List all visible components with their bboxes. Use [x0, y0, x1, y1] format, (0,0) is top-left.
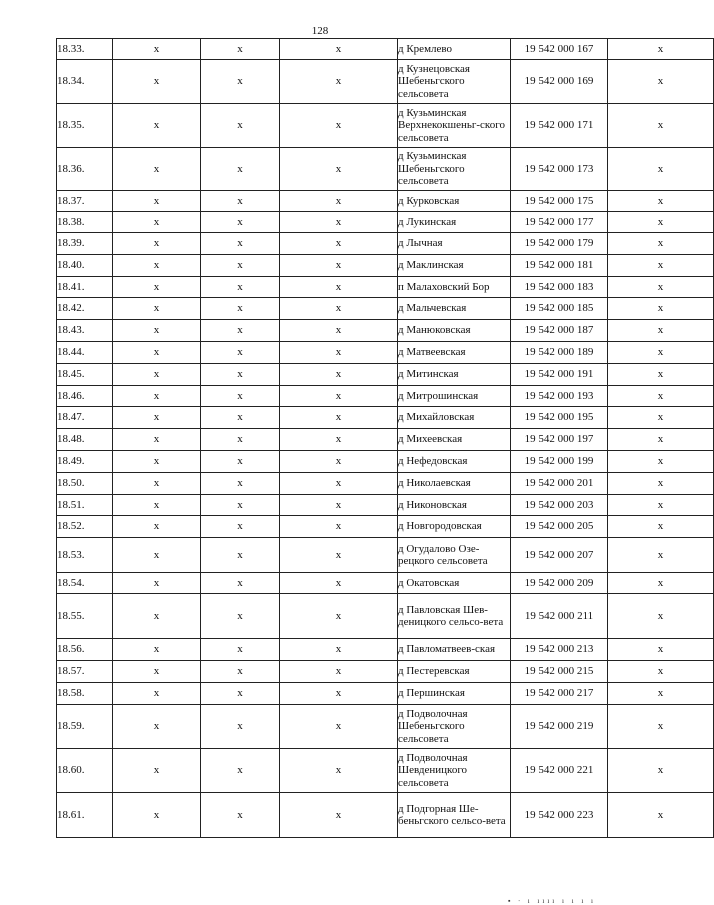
cell-x: x	[113, 594, 201, 639]
cell-x: x	[608, 705, 714, 749]
oktmo-code: 19 542 000 167	[511, 39, 608, 60]
table-row	[57, 386, 714, 407]
cell-x: x	[608, 429, 714, 451]
table-row	[57, 661, 714, 683]
cell-x: x	[280, 573, 398, 594]
table-row	[57, 39, 714, 60]
settlement-name: д Подгорная Ше-беньгского сельсо-вета	[398, 793, 511, 838]
cell-x: x	[280, 705, 398, 749]
settlement-name: д Першинская	[398, 683, 511, 705]
table-row	[57, 451, 714, 473]
settlement-name: д Николаевская	[398, 473, 511, 495]
row-number: 18.33.	[57, 39, 113, 60]
cell-x: x	[280, 104, 398, 148]
settlement-name: д Кремлево	[398, 39, 511, 60]
cell-x: x	[201, 473, 280, 495]
cell-x: x	[113, 573, 201, 594]
table-row	[57, 212, 714, 233]
cell-x: x	[113, 538, 201, 573]
settlement-name: д Михайловская	[398, 407, 511, 429]
cell-x: x	[608, 793, 714, 838]
row-number: 18.60.	[57, 749, 113, 793]
cell-x: x	[280, 749, 398, 793]
oktmo-code: 19 542 000 203	[511, 495, 608, 516]
table-row	[57, 233, 714, 255]
cell-x: x	[201, 104, 280, 148]
cell-x: x	[201, 298, 280, 320]
cell-x: x	[608, 342, 714, 364]
settlement-name: д Кузьминская Шебеньгского сельсовета	[398, 148, 511, 191]
cell-x: x	[113, 39, 201, 60]
cell-x: x	[280, 60, 398, 104]
row-number: 18.53.	[57, 538, 113, 573]
row-number: 18.51.	[57, 495, 113, 516]
settlement-name: д Кузнецовская Шебеньгского сельсовета	[398, 60, 511, 104]
cell-x: x	[201, 320, 280, 342]
cell-x: x	[113, 495, 201, 516]
cell-x: x	[113, 451, 201, 473]
cell-x: x	[113, 212, 201, 233]
settlement-name: д Манюковская	[398, 320, 511, 342]
table-row	[57, 683, 714, 705]
table-row	[57, 104, 714, 148]
table-row	[57, 573, 714, 594]
row-number: 18.38.	[57, 212, 113, 233]
settlement-name: д Лычная	[398, 233, 511, 255]
cell-x: x	[608, 148, 714, 191]
settlement-name: д Подволочная Шевденицкого сельсовета	[398, 749, 511, 793]
cell-x: x	[113, 639, 201, 661]
cell-x: x	[113, 386, 201, 407]
cell-x: x	[201, 429, 280, 451]
oktmo-code: 19 542 000 199	[511, 451, 608, 473]
cell-x: x	[280, 451, 398, 473]
row-number: 18.52.	[57, 516, 113, 538]
oktmo-code: 19 542 000 213	[511, 639, 608, 661]
row-number: 18.49.	[57, 451, 113, 473]
settlement-name: д Никоновская	[398, 495, 511, 516]
table-row	[57, 342, 714, 364]
cell-x: x	[608, 683, 714, 705]
cell-x: x	[113, 233, 201, 255]
cell-x: x	[280, 298, 398, 320]
cell-x: x	[280, 473, 398, 495]
cell-x: x	[201, 255, 280, 277]
cell-x: x	[201, 277, 280, 298]
cell-x: x	[201, 451, 280, 473]
cell-x: x	[113, 473, 201, 495]
settlement-name: д Михеевская	[398, 429, 511, 451]
oktmo-code: 19 542 000 189	[511, 342, 608, 364]
row-number: 18.61.	[57, 793, 113, 838]
row-number: 18.54.	[57, 573, 113, 594]
cell-x: x	[280, 516, 398, 538]
table-row	[57, 364, 714, 386]
cell-x: x	[280, 661, 398, 683]
cell-x: x	[113, 705, 201, 749]
oktmo-code: 19 542 000 223	[511, 793, 608, 838]
cell-x: x	[280, 255, 398, 277]
row-number: 18.57.	[57, 661, 113, 683]
cell-x: x	[201, 39, 280, 60]
table-row	[57, 429, 714, 451]
row-number: 18.58.	[57, 683, 113, 705]
cell-x: x	[280, 386, 398, 407]
row-number: 18.56.	[57, 639, 113, 661]
scan-marks: ▪ ∙ ı ıııı ı ı ı ı	[508, 897, 596, 905]
page-number: 128	[311, 25, 329, 37]
cell-x: x	[608, 386, 714, 407]
cell-x: x	[113, 104, 201, 148]
row-number: 18.55.	[57, 594, 113, 639]
settlement-name: д Подволочная Шебеньгского сельсовета	[398, 705, 511, 749]
cell-x: x	[280, 594, 398, 639]
cell-x: x	[201, 661, 280, 683]
oktmo-code: 19 542 000 191	[511, 364, 608, 386]
cell-x: x	[113, 148, 201, 191]
cell-x: x	[201, 639, 280, 661]
cell-x: x	[113, 298, 201, 320]
cell-x: x	[113, 661, 201, 683]
settlement-name: д Огудалово Озе-рецкого сельсовета	[398, 538, 511, 573]
oktmo-code: 19 542 000 183	[511, 277, 608, 298]
settlement-name: д Павловская Шев-деницкого сельсо-вета	[398, 594, 511, 639]
settlement-name: д Кузьминская Верхнекокшеньг-ского сельсовета	[398, 104, 511, 148]
cell-x: x	[608, 104, 714, 148]
settlement-name: д Нефедовская	[398, 451, 511, 473]
oktmo-code: 19 542 000 185	[511, 298, 608, 320]
cell-x: x	[280, 39, 398, 60]
oktmo-code: 19 542 000 175	[511, 191, 608, 212]
settlement-name: д Пестеревская	[398, 661, 511, 683]
table-row	[57, 495, 714, 516]
cell-x: x	[113, 793, 201, 838]
cell-x: x	[201, 148, 280, 191]
cell-x: x	[608, 233, 714, 255]
cell-x: x	[201, 594, 280, 639]
cell-x: x	[201, 233, 280, 255]
cell-x: x	[201, 364, 280, 386]
cell-x: x	[113, 191, 201, 212]
row-number: 18.35.	[57, 104, 113, 148]
cell-x: x	[201, 516, 280, 538]
cell-x: x	[608, 538, 714, 573]
cell-x: x	[201, 793, 280, 838]
table-row	[57, 516, 714, 538]
table-row	[57, 320, 714, 342]
oktmo-code: 19 542 000 211	[511, 594, 608, 639]
row-number: 18.37.	[57, 191, 113, 212]
row-number: 18.43.	[57, 320, 113, 342]
cell-x: x	[280, 683, 398, 705]
cell-x: x	[608, 298, 714, 320]
cell-x: x	[113, 683, 201, 705]
cell-x: x	[201, 407, 280, 429]
table-row	[57, 639, 714, 661]
cell-x: x	[280, 364, 398, 386]
cell-x: x	[608, 255, 714, 277]
cell-x: x	[113, 255, 201, 277]
cell-x: x	[201, 705, 280, 749]
settlements-table	[56, 38, 714, 838]
row-number: 18.34.	[57, 60, 113, 104]
cell-x: x	[113, 407, 201, 429]
oktmo-code: 19 542 000 177	[511, 212, 608, 233]
cell-x: x	[608, 451, 714, 473]
table-row	[57, 60, 714, 104]
cell-x: x	[608, 495, 714, 516]
cell-x: x	[201, 495, 280, 516]
cell-x: x	[608, 39, 714, 60]
row-number: 18.40.	[57, 255, 113, 277]
cell-x: x	[113, 364, 201, 386]
oktmo-code: 19 542 000 205	[511, 516, 608, 538]
cell-x: x	[280, 233, 398, 255]
table-row	[57, 594, 714, 639]
settlement-name: д Новгородовская	[398, 516, 511, 538]
cell-x: x	[113, 342, 201, 364]
cell-x: x	[201, 386, 280, 407]
cell-x: x	[608, 516, 714, 538]
cell-x: x	[201, 60, 280, 104]
table-row	[57, 277, 714, 298]
settlement-name: д Маклинская	[398, 255, 511, 277]
cell-x: x	[608, 407, 714, 429]
table-row	[57, 148, 714, 191]
cell-x: x	[608, 573, 714, 594]
cell-x: x	[608, 277, 714, 298]
oktmo-code: 19 542 000 221	[511, 749, 608, 793]
oktmo-code: 19 542 000 187	[511, 320, 608, 342]
cell-x: x	[280, 148, 398, 191]
oktmo-code: 19 542 000 179	[511, 233, 608, 255]
settlement-name: д Курковская	[398, 191, 511, 212]
cell-x: x	[608, 320, 714, 342]
row-number: 18.50.	[57, 473, 113, 495]
cell-x: x	[608, 191, 714, 212]
cell-x: x	[113, 429, 201, 451]
oktmo-code: 19 542 000 181	[511, 255, 608, 277]
settlement-name: д Окатовская	[398, 573, 511, 594]
oktmo-code: 19 542 000 173	[511, 148, 608, 191]
oktmo-code: 19 542 000 195	[511, 407, 608, 429]
cell-x: x	[201, 212, 280, 233]
oktmo-code: 19 542 000 209	[511, 573, 608, 594]
settlement-name: п Малаховский Бор	[398, 277, 511, 298]
cell-x: x	[608, 639, 714, 661]
settlement-name: д Митинская	[398, 364, 511, 386]
table-row	[57, 298, 714, 320]
row-number: 18.42.	[57, 298, 113, 320]
cell-x: x	[280, 191, 398, 212]
settlement-name: д Матвеевская	[398, 342, 511, 364]
oktmo-code: 19 542 000 219	[511, 705, 608, 749]
cell-x: x	[113, 60, 201, 104]
settlement-name: д Мальчевская	[398, 298, 511, 320]
cell-x: x	[201, 538, 280, 573]
oktmo-code: 19 542 000 193	[511, 386, 608, 407]
cell-x: x	[201, 573, 280, 594]
oktmo-code: 19 542 000 217	[511, 683, 608, 705]
cell-x: x	[280, 429, 398, 451]
cell-x: x	[280, 495, 398, 516]
cell-x: x	[280, 793, 398, 838]
row-number: 18.41.	[57, 277, 113, 298]
cell-x: x	[280, 342, 398, 364]
cell-x: x	[280, 212, 398, 233]
table-row	[57, 255, 714, 277]
oktmo-code: 19 542 000 171	[511, 104, 608, 148]
settlement-name: д Лукинская	[398, 212, 511, 233]
cell-x: x	[608, 364, 714, 386]
oktmo-code: 19 542 000 197	[511, 429, 608, 451]
cell-x: x	[280, 407, 398, 429]
table-row	[57, 191, 714, 212]
cell-x: x	[608, 212, 714, 233]
table-row	[57, 749, 714, 793]
cell-x: x	[201, 749, 280, 793]
oktmo-code: 19 542 000 201	[511, 473, 608, 495]
table-row	[57, 793, 714, 838]
row-number: 18.45.	[57, 364, 113, 386]
oktmo-code: 19 542 000 169	[511, 60, 608, 104]
cell-x: x	[280, 277, 398, 298]
settlement-name: д Павломатвеев-ская	[398, 639, 511, 661]
cell-x: x	[608, 60, 714, 104]
table-row	[57, 705, 714, 749]
cell-x: x	[608, 594, 714, 639]
cell-x: x	[201, 683, 280, 705]
cell-x: x	[280, 538, 398, 573]
row-number: 18.44.	[57, 342, 113, 364]
cell-x: x	[201, 191, 280, 212]
row-number: 18.36.	[57, 148, 113, 191]
oktmo-code: 19 542 000 207	[511, 538, 608, 573]
row-number: 18.46.	[57, 386, 113, 407]
cell-x: x	[608, 749, 714, 793]
row-number: 18.39.	[57, 233, 113, 255]
cell-x: x	[113, 749, 201, 793]
table-row	[57, 538, 714, 573]
cell-x: x	[608, 661, 714, 683]
table-row	[57, 473, 714, 495]
cell-x: x	[280, 320, 398, 342]
cell-x: x	[280, 639, 398, 661]
cell-x: x	[113, 277, 201, 298]
cell-x: x	[608, 473, 714, 495]
cell-x: x	[201, 342, 280, 364]
cell-x: x	[113, 320, 201, 342]
row-number: 18.59.	[57, 705, 113, 749]
row-number: 18.48.	[57, 429, 113, 451]
cell-x: x	[113, 516, 201, 538]
settlement-name: д Митрошинская	[398, 386, 511, 407]
row-number: 18.47.	[57, 407, 113, 429]
table-row	[57, 407, 714, 429]
oktmo-code: 19 542 000 215	[511, 661, 608, 683]
